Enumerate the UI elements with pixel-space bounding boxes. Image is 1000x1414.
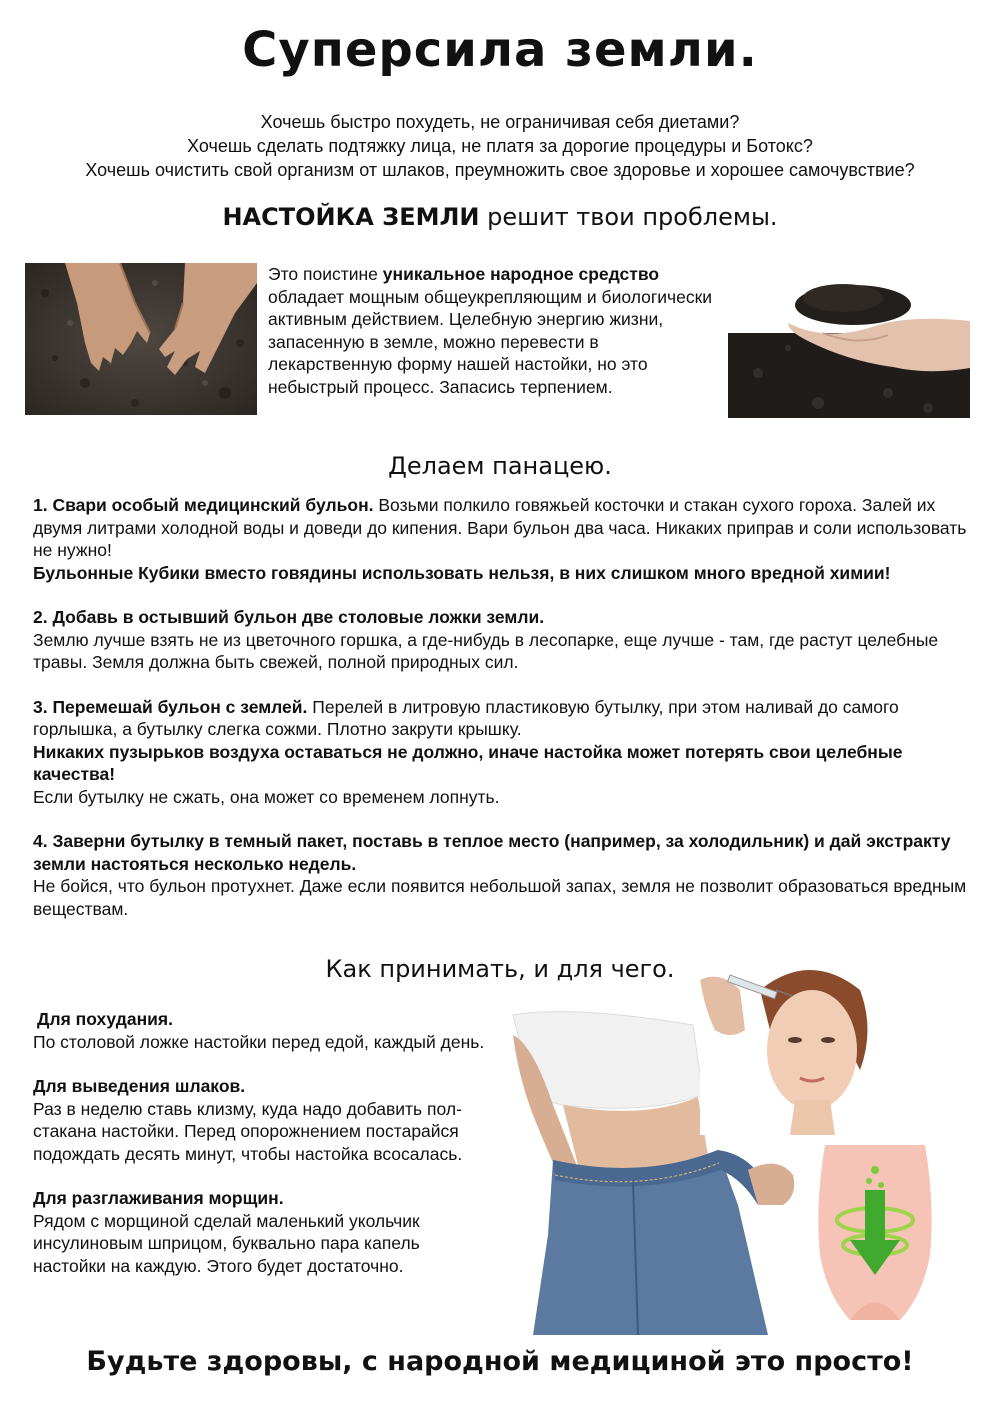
step-4-title: 4. Заверни бутылку в темный пакет, поставь в теплое место (например, за холодильник) и дай экстракту земли настояться несколько недель. xyxy=(33,831,951,874)
intro-questions xyxy=(0,110,1000,182)
use-weight-loss-title: Для похудания. xyxy=(37,1009,173,1029)
step-3-note: Если бутылку не сжать, она может со временем лопнуть. xyxy=(33,786,500,807)
step-1 xyxy=(33,494,968,584)
usage-list xyxy=(33,1008,493,1299)
hands-in-soil-photo xyxy=(25,263,257,415)
headline xyxy=(0,203,1000,231)
recipe-steps xyxy=(33,494,968,942)
step-4-text: Не бойся, что бульон протухнет. Даже если появится небольшой запах, земля не позволит образоваться вредным веществам. xyxy=(33,876,967,919)
headline-bold: НАСТОЙКА ЗЕМЛИ xyxy=(222,203,480,231)
use-weight-loss-text: По столовой ложке настойки перед едой, каждый день. xyxy=(33,1031,485,1052)
page-title: Суперсила земли. xyxy=(242,22,758,78)
step-1-title: 1. Свари особый медицинский бульон. xyxy=(33,495,374,515)
use-wrinkles-title: Для разглаживания морщин. xyxy=(33,1188,284,1208)
use-weight-loss xyxy=(33,1008,493,1053)
use-wrinkles-text: Рядом с морщиной сделай маленький укольчик инсулиновым шприцом, буквально пара капель настойки на каждую. Этого будет достаточно. xyxy=(33,1210,420,1276)
intro-line: Хочешь сделать подтяжку лица, не платя за дорогие процедуры и Ботокс? xyxy=(187,136,813,156)
step-2-text: Землю лучше взять не из цветочного горшка, а где-нибудь в лесопарке, еще лучше - там, где растут целебные травы. Земля должна быть свежей, полной природных сил. xyxy=(33,629,939,672)
intro-line: Хочешь быстро похудеть, не ограничивая себя диетами? xyxy=(260,112,740,132)
use-detox-text: Раз в неделю ставь клизму, куда надо добавить пол-стакана настойки. Перед опорожнением постарайся подождать десять минут, чтобы настойка всосалась. xyxy=(33,1098,463,1164)
section-title-usage-text: Как принимать, и для чего. xyxy=(325,955,675,983)
step-1-text: Возьми полкило говяжьей косточки и стакан сухого гороха. Залей их двумя литрами холодной воды и доведи до кипения. Вари бульон два часа. Никаких приправ и соли использовать не нужно! xyxy=(33,495,967,560)
footer-slogan: Будьте здоровы, с народной медициной это просто! xyxy=(86,1346,914,1377)
detox-body-illustration xyxy=(805,1145,945,1320)
headline-rest: решит твои проблемы. xyxy=(479,203,778,231)
hand-holding-soil-photo xyxy=(728,263,970,418)
step-3 xyxy=(33,696,968,809)
use-detox-title: Для выведения шлаков. xyxy=(33,1076,246,1096)
step-4 xyxy=(33,830,968,920)
face-injection-photo xyxy=(700,950,870,1135)
section-title-recipe: Делаем панацею. xyxy=(388,452,612,480)
step-3-text: Перелей в литровую пластиковую бутылку, при этом наливай до самого горлышка, а бутылку слегка сожми. Плотно закрути крышку. xyxy=(33,696,899,739)
intro-description xyxy=(268,263,720,398)
step-3-title: 3. Перемешай бульон с землей. xyxy=(33,696,308,717)
step-3-warning: Никаких пузырьков воздуха оставаться не должно, иначе настойка может потерять свои целебные качества! xyxy=(33,741,903,784)
description-bold: уникальное народное средство xyxy=(382,264,660,284)
intro-line: Хочешь очистить свой организм от шлаков, преумножить свое здоровье и хорошее самочувствие? xyxy=(85,160,915,180)
step-1-warning: Бульонные Кубики вместо говядины использовать нельзя, в них слишком много вредной химии! xyxy=(33,562,891,583)
description-pre: Это поистине xyxy=(268,264,383,284)
step-2-title: 2. Добавь в остывший бульон две столовые ложки земли. xyxy=(33,607,545,627)
use-detox xyxy=(33,1075,493,1165)
step-2 xyxy=(33,606,968,674)
use-wrinkles xyxy=(33,1187,493,1277)
description-post: обладает мощным общеукрепляющим и биологически активным действием. Целебную энергию жизни, запасенную в земле, можно перевести в лекарственную форму нашей настойки, но это небыстрый процесс. Запасись терпением. xyxy=(268,286,713,397)
